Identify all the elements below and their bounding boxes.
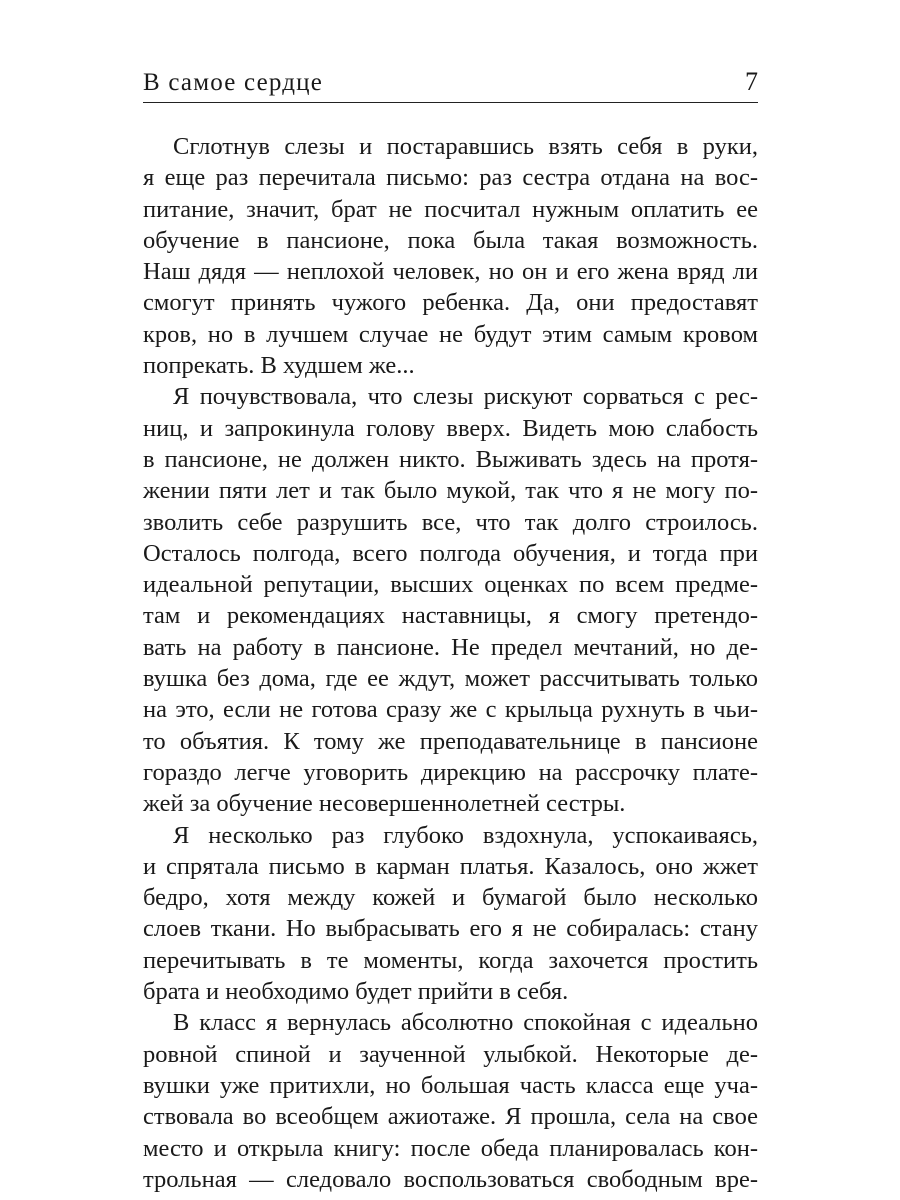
text-line: то объятия. К тому же преподавательнице в пансионе (143, 727, 758, 755)
text-line: я еще раз перечитала письмо: раз сестра отдана на вос- (143, 164, 758, 192)
text-line: Наш дядя — неплохой человек, но он и его жена вряд ли (143, 258, 758, 286)
text-line: идеальной репутации, высших оценках по всем предме- (143, 571, 758, 599)
paragraph (143, 131, 758, 381)
text-line: Сглотнув слезы и постаравшись взять себя в руки, (173, 133, 758, 160)
text-line: трольная — следовало воспользоваться свободным вре- (143, 1165, 758, 1193)
text-line: жей за обучение несовершеннолетней сестры. (143, 790, 626, 818)
body-text (143, 131, 758, 1195)
text-line: попрекать. В худшем же... (143, 352, 415, 380)
text-line: перечитывать в те моменты, когда захочется простить (143, 946, 758, 974)
text-line: ровной спиной и заученной улыбкой. Некоторые де- (143, 1040, 758, 1068)
text-line: питание, значит, брат не посчитал нужным оплатить ее (143, 195, 758, 223)
paragraph (143, 820, 758, 1008)
text-line: брата и необходимо будет прийти в себя. (143, 978, 569, 1006)
text-line: там и рекомендациях наставницы, я смогу претендо- (143, 602, 758, 630)
page-number: 7 (745, 67, 758, 96)
paragraph (143, 1007, 758, 1195)
text-line: Я несколько раз глубоко вздохнула, успокаиваясь, (173, 821, 758, 849)
text-line: бедро, хотя между кожей и бумагой было несколько (143, 884, 758, 912)
text-line: кров, но в лучшем случае не будут этим самым кровом (143, 320, 758, 348)
text-line: гораздо легче уговорить дирекцию на рассрочку плате- (143, 758, 758, 786)
text-line: смогут принять чужого ребенка. Да, они предоставят (143, 289, 758, 317)
book-page (143, 62, 758, 1195)
text-line: в пансионе, не должен никто. Выживать здесь на протя- (143, 445, 758, 473)
text-line: и спрятала письмо в карман платья. Казалось, оно жжет (143, 852, 758, 880)
text-line: вать на работу в пансионе. Не предел мечтаний, но де- (143, 633, 758, 661)
text-line: на это, если не готова сразу же с крыльца рухнуть в чьи- (143, 696, 758, 724)
chapter-title: В самое сердце (143, 69, 324, 96)
paragraph (143, 381, 758, 819)
text-line: вушки уже притихли, но большая часть класса еще уча- (143, 1071, 758, 1099)
text-line: место и открыла книгу: после обеда планировалась кон- (143, 1134, 758, 1162)
text-line: жении пяти лет и так было мукой, так что я не могу по- (143, 477, 758, 505)
text-line: Я почувствовала, что слезы рискуют сорваться с рес- (173, 383, 758, 411)
text-line: вушка без дома, где ее ждут, может рассчитывать только (143, 665, 758, 693)
text-line: ниц, и запрокинула голову вверх. Видеть мою слабость (143, 414, 758, 442)
text-line: В класс я вернулась абсолютно спокойная с идеально (173, 1009, 758, 1037)
text-line: Осталось полгода, всего полгода обучения, и тогда при (143, 539, 758, 567)
text-line: слоев ткани. Но выбрасывать его я не собиралась: стану (143, 915, 758, 943)
running-head (143, 62, 758, 103)
text-line: ствовала во всеобщем ажиотаже. Я прошла, села на свое (143, 1103, 758, 1131)
text-line: обучение в пансионе, пока была такая возможность. (143, 226, 758, 254)
text-line: зволить себе разрушить все, что так долго строилось. (143, 508, 758, 536)
